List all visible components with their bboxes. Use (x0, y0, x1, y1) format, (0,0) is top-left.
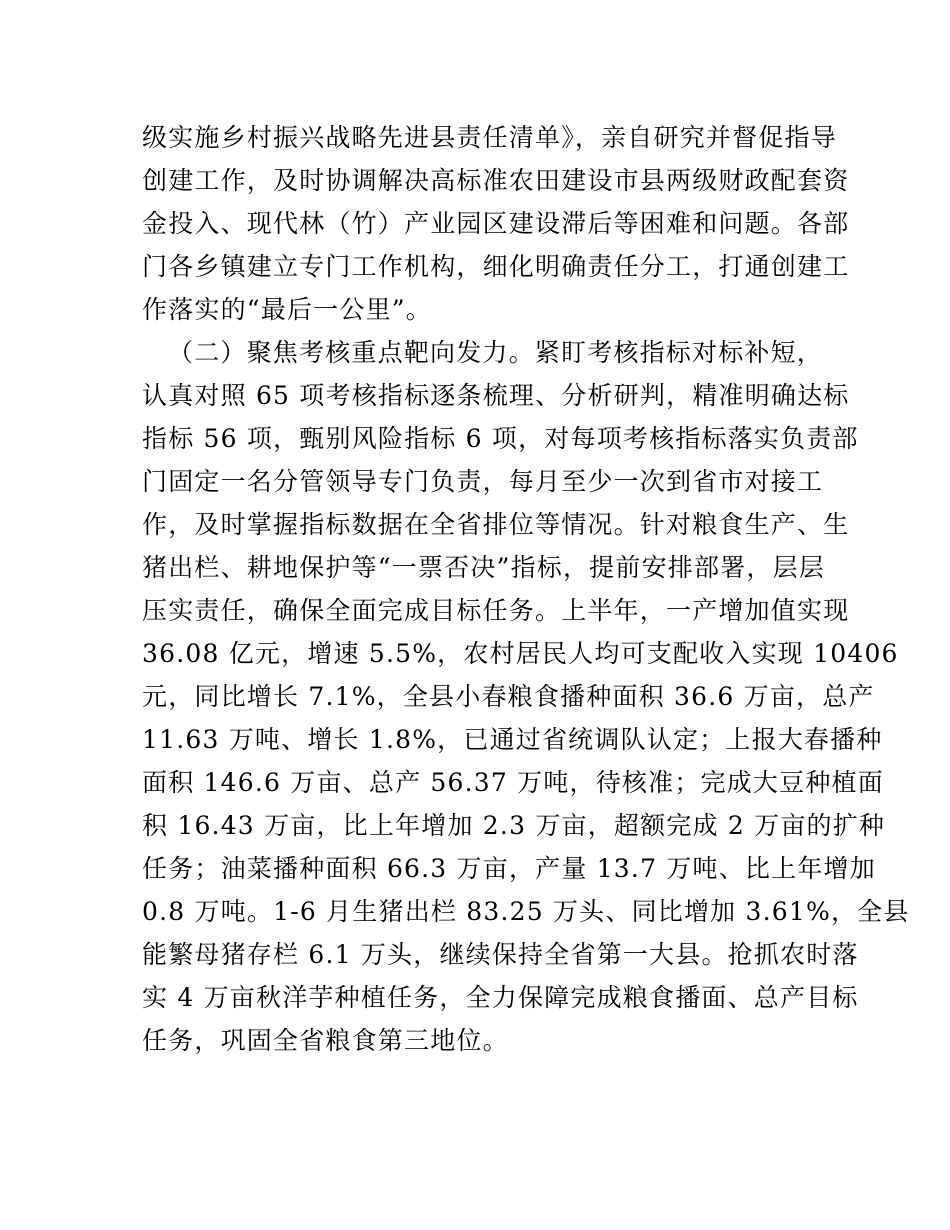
text-line: 36.08 亿元，增速 5.5%，农村居民人均可支配收入实现 10406 (142, 639, 899, 668)
text-line: 猪出栏、耕地保护等“一票否决”指标，提前安排部署，层层 (142, 553, 825, 582)
text-line: 门固定一名分管领导专门负责，每月至少一次到省市对接工 (142, 467, 824, 496)
text-line: 压实责任，确保全面完成目标任务。上半年，一产增加值实现 (142, 596, 850, 625)
section-heading-line: （二）聚焦考核重点靶向发力。紧盯考核指标对标补短， (168, 338, 824, 367)
text-line: 门各乡镇建立专门工作机构，细化明确责任分工，打通创建工 (142, 252, 850, 281)
text-line: 实 4 万亩秋洋芋种植任务，全力保障完成粮食播面、总产目标 (142, 983, 859, 1012)
text-line: 能繁母猪存栏 6.1 万头，继续保持全省第一大县。抢抓农时落 (142, 940, 859, 969)
text-line: 积 16.43 万亩，比上年增加 2.3 万亩，超额完成 2 万亩的扩种 (142, 811, 886, 840)
text-line: 认真对照 65 项考核指标逐条梳理、分析研判，精准明确达标 (142, 381, 850, 410)
text-line: 金投入、现代林（竹）产业园区建设滞后等困难和问题。各部 (142, 209, 850, 238)
text-line: 任务；油菜播种面积 66.3 万亩，产量 13.7 万吨、比上年增加 (142, 854, 876, 883)
text-line: 作，及时掌握指标数据在全省排位等情况。针对粮食生产、生 (142, 510, 850, 539)
text-line: 0.8 万吨。1-6 月生猪出栏 83.25 万头、同比增加 3.61%，全县 (142, 897, 910, 926)
paragraph-assessment-focus (142, 331, 910, 1062)
text-line: 作落实的“最后一公里”。 (142, 295, 432, 324)
text-line: 指标 56 项，甄别风险指标 6 项，对每项考核指标落实负责部 (142, 424, 859, 453)
text-line: 级实施乡村振兴战略先进县责任清单》，亲自研究并督促指导 (142, 123, 837, 152)
text-line: 元，同比增长 7.1%，全县小春粮食播种面积 36.6 万亩，总产 (142, 682, 875, 711)
text-line: 面积 146.6 万亩、总产 56.37 万吨，待核准；完成大豆种植面 (142, 768, 884, 797)
text-line: 11.63 万吨、增长 1.8%，已通过省统调队认定；上报大春播种 (142, 725, 883, 754)
text-line: 创建工作，及时协调解决高标准农田建设市县两级财政配套资 (142, 166, 850, 195)
text-line: 任务，巩固全省粮食第三地位。 (142, 1026, 509, 1055)
paragraph-responsibility (142, 116, 850, 331)
